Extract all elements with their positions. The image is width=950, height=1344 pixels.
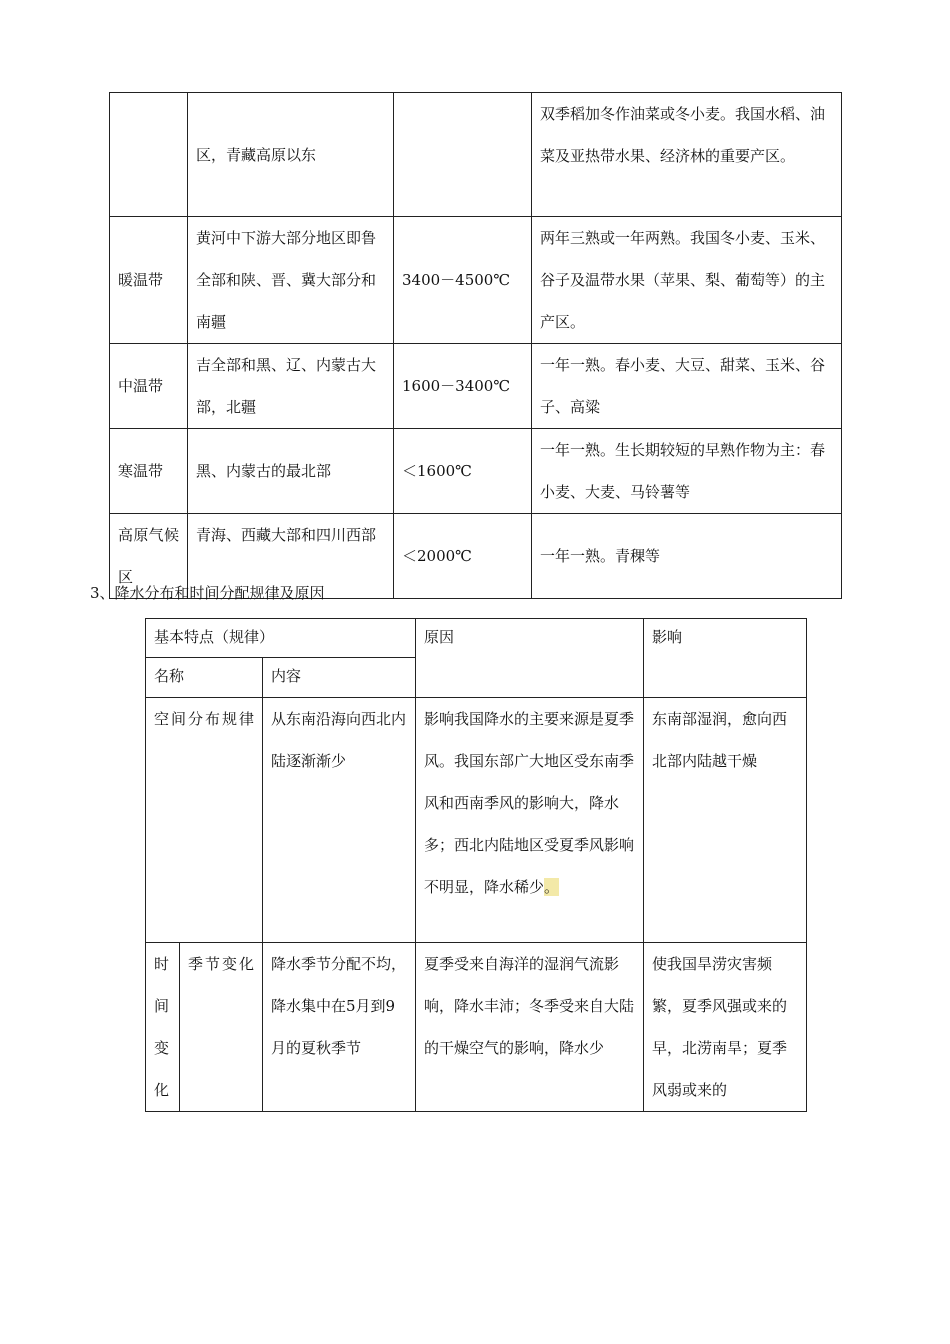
region-cell: 青海、西藏大部和四川西部 xyxy=(188,514,394,599)
temporal-group-cell: 时间变化 xyxy=(146,943,180,1112)
crops-cell: 一年一熟。春小麦、大豆、甜菜、玉米、谷子、高粱 xyxy=(532,344,842,429)
table-row xyxy=(110,93,842,217)
table-header-row xyxy=(146,619,807,658)
region-cell: 黄河中下游大部分地区即鲁全部和陕、晋、冀大部分和南疆 xyxy=(188,217,394,344)
header-content: 内容 xyxy=(263,658,416,698)
spatial-name-cell xyxy=(146,698,263,943)
zone-cell xyxy=(110,93,188,217)
temp-cell xyxy=(394,93,532,217)
temporal-content-cell: 降水季节分配不均，降水集中在5月到9月的夏秋季节 xyxy=(263,943,416,1112)
temp-cell: 1600－3400℃ xyxy=(394,344,532,429)
table-row xyxy=(146,698,807,943)
crops-cell: 一年一熟。青稞等 xyxy=(532,514,842,599)
temporal-name-cell xyxy=(180,943,263,1112)
spatial-reason-end: 。 xyxy=(544,878,560,896)
header-name: 名称 xyxy=(146,658,263,698)
precipitation-table xyxy=(145,618,807,1112)
crops-cell: 双季稻加冬作油菜或冬小麦。我国水稻、油菜及亚热带水果、经济林的重要产区。 xyxy=(532,93,842,217)
spatial-content-cell: 从东南沿海向西北内陆逐渐渐少 xyxy=(263,698,416,943)
spatial-reason-cell xyxy=(416,698,644,943)
temperature-zone-table xyxy=(109,92,842,599)
header-reason: 原因 xyxy=(416,619,644,698)
header-basic: 基本特点（规律） xyxy=(146,619,416,658)
temporal-reason-cell: 夏季受来自海洋的湿润气流影响，降水丰沛；冬季受来自大陆的干燥空气的影响，降水少 xyxy=(416,943,644,1112)
crops-cell: 一年一熟。生长期较短的早熟作物为主：春小麦、大麦、马铃薯等 xyxy=(532,429,842,514)
temp-cell: 3400－4500℃ xyxy=(394,217,532,344)
region-cell: 黑、内蒙古的最北部 xyxy=(188,429,394,514)
temp-cell: ＜2000℃ xyxy=(394,514,532,599)
spatial-impact-cell: 东南部湿润，愈向西北部内陆越干燥 xyxy=(644,698,807,943)
zone-cell: 中温带 xyxy=(110,344,188,429)
table-row xyxy=(110,429,842,514)
temporal-name: 季节变化 xyxy=(188,955,254,973)
header-impact: 影响 xyxy=(644,619,807,698)
zone-cell: 高原气候区 xyxy=(110,514,188,599)
temporal-impact-cell: 使我国旱涝灾害频繁，夏季风强或来的早，北涝南旱；夏季风弱或来的 xyxy=(644,943,807,1112)
region-cell: 吉全部和黑、辽、内蒙古大部，北疆 xyxy=(188,344,394,429)
temp-cell: ＜1600℃ xyxy=(394,429,532,514)
section-heading: 3、降水分布和时间分配规律及原因 xyxy=(90,584,325,602)
zone-cell: 暖温带 xyxy=(110,217,188,344)
spatial-reason: 影响我国降水的主要来源是夏季风。我国东部广大地区受东南季风和西南季风的影响大，降水多；西北内陆地区受夏季风影响不明显，降水稀少 xyxy=(424,710,635,896)
spatial-name: 空间分布规律 xyxy=(154,710,254,728)
zone-cell: 寒温带 xyxy=(110,429,188,514)
region-cell: 区，青藏高原以东 xyxy=(188,93,394,217)
table-row xyxy=(110,344,842,429)
table-row xyxy=(146,943,807,1112)
crops-cell: 两年三熟或一年两熟。我国冬小麦、玉米、谷子及温带水果（苹果、梨、葡萄等）的主产区。 xyxy=(532,217,842,344)
table-row xyxy=(110,217,842,344)
